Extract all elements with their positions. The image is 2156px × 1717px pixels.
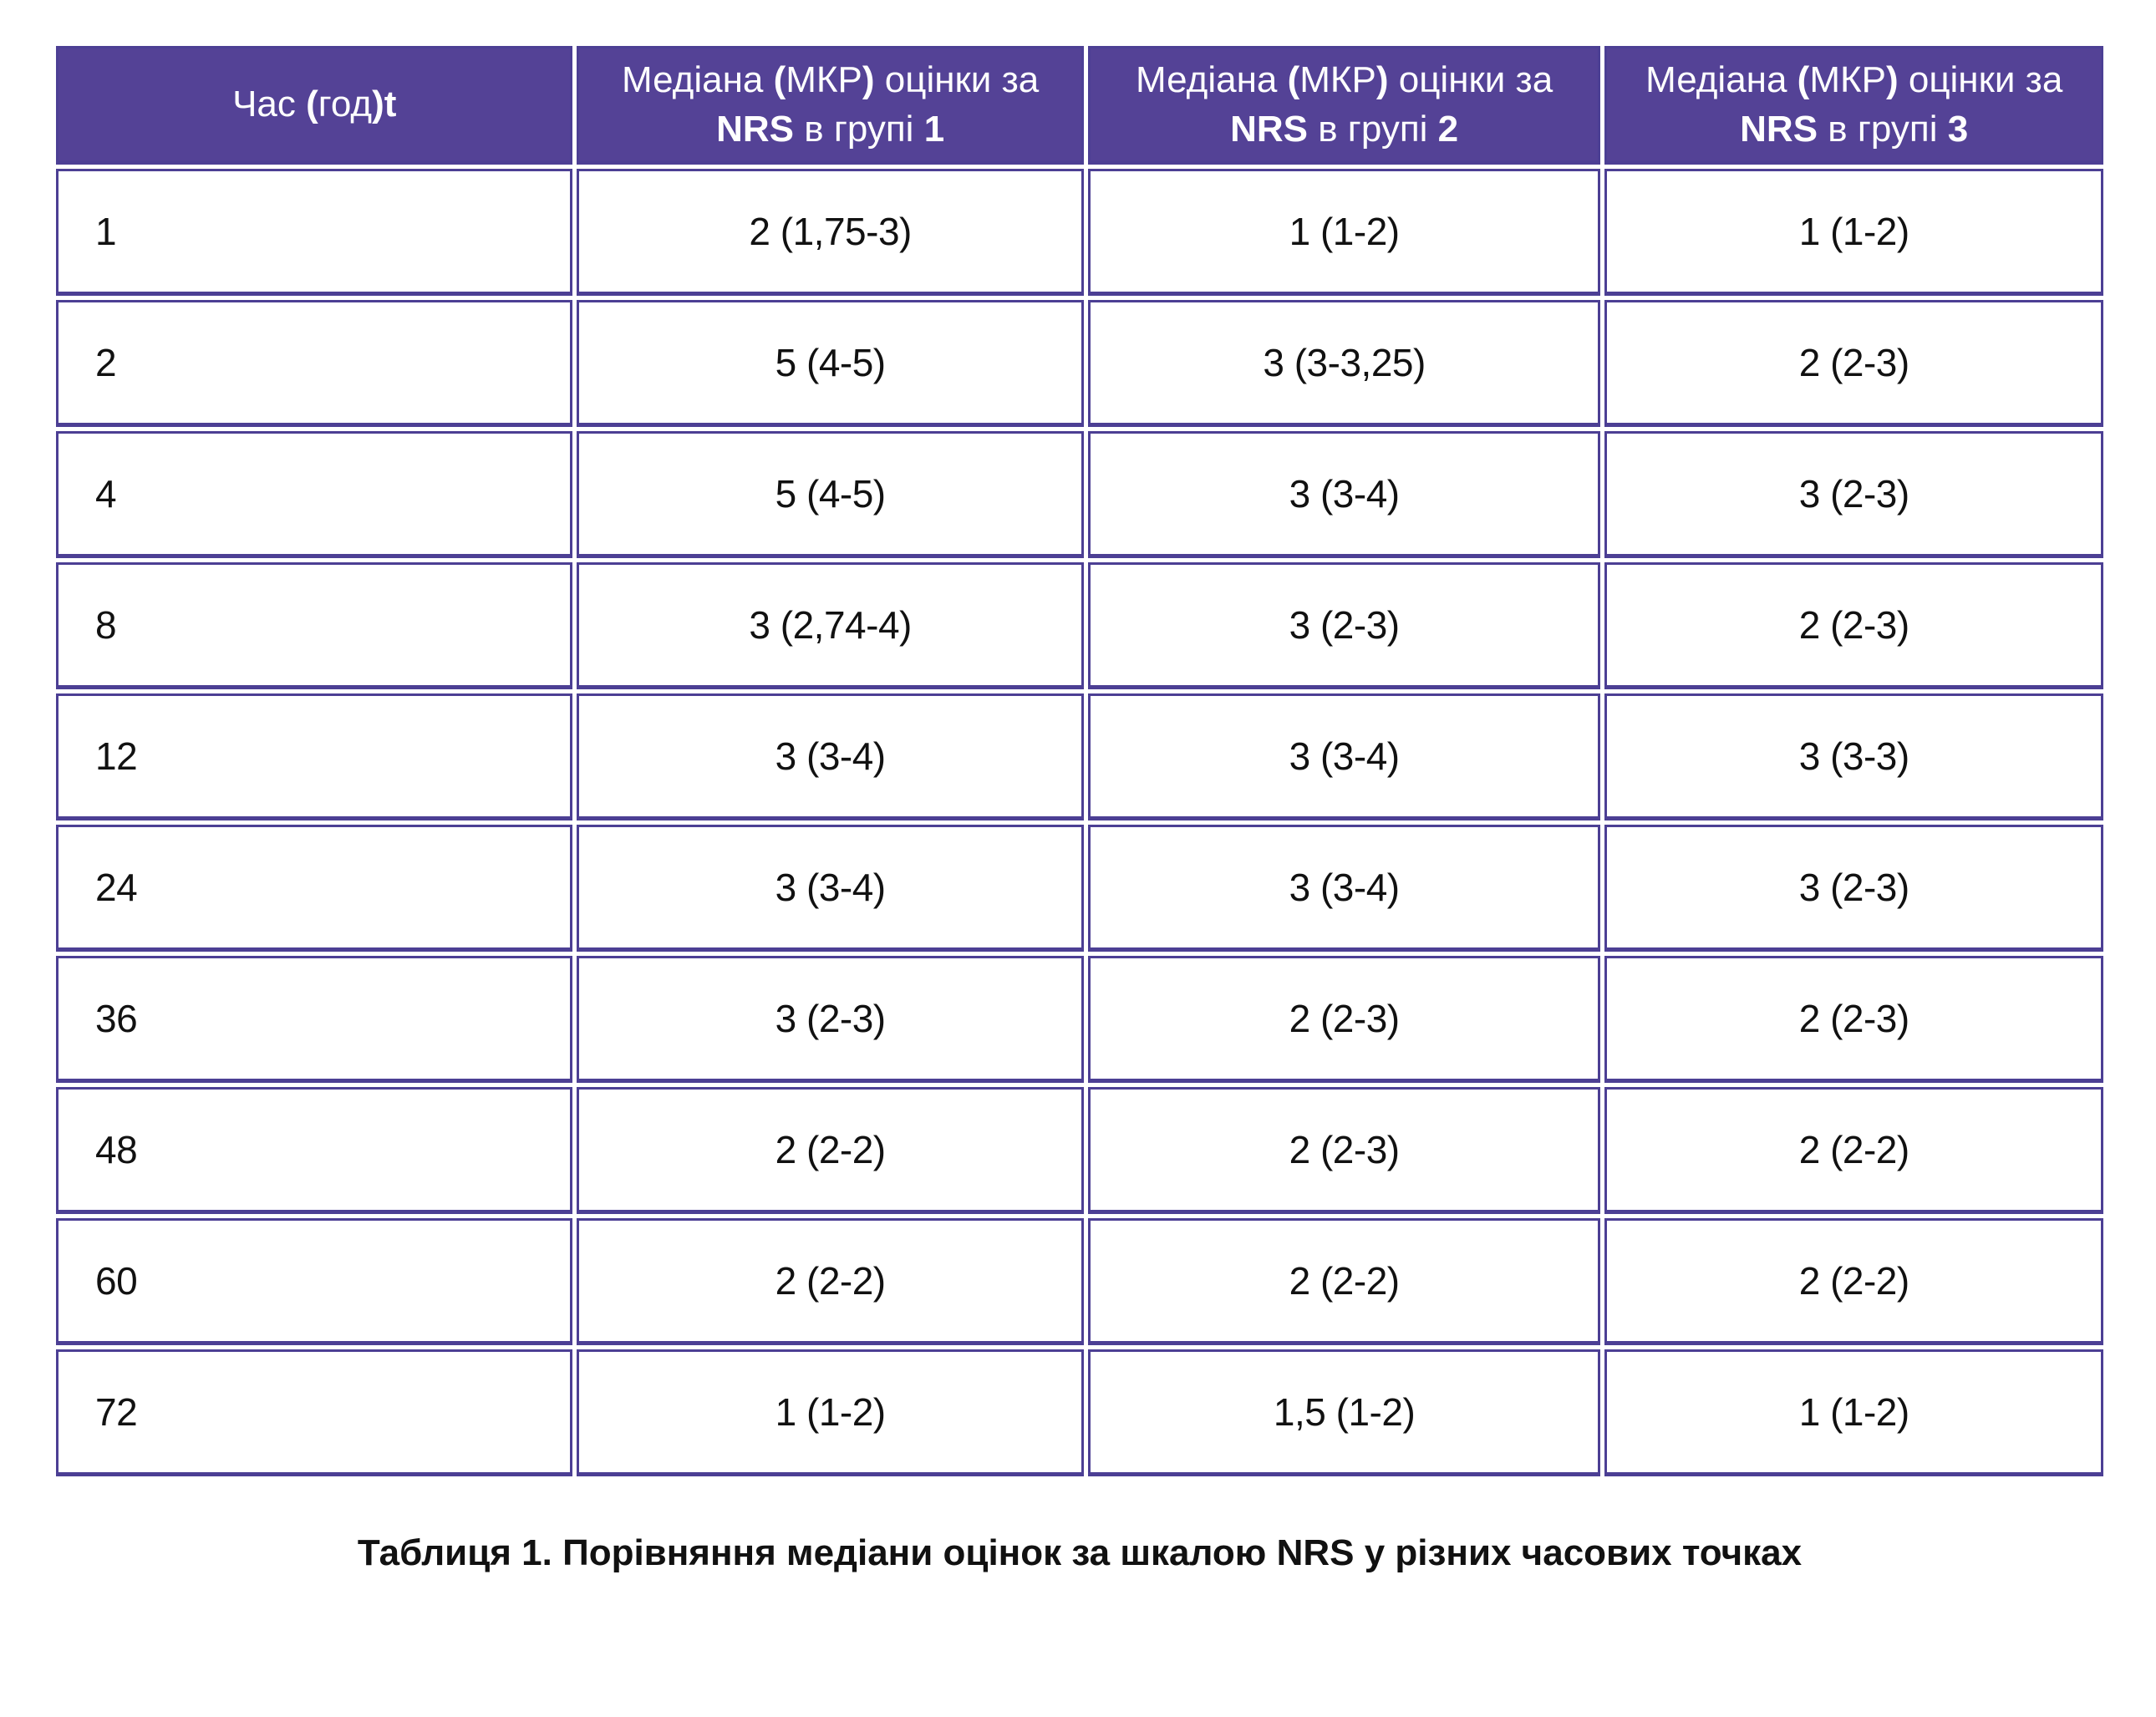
value-cell-group3: 1 (1-2)	[1604, 1349, 2103, 1476]
value-cell-group2: 1 (1-2)	[1088, 169, 1601, 296]
table-row	[56, 562, 2103, 689]
value-cell-group1: 2 (1,75-3)	[577, 169, 1083, 296]
header-text-segment: МКР	[786, 58, 862, 100]
value-cell-group2: 2 (2-3)	[1088, 1087, 1601, 1214]
time-cell: 1	[56, 169, 572, 296]
value-cell-group2: 2 (2-3)	[1088, 956, 1601, 1083]
table-row	[56, 956, 2103, 1083]
value-cell-group1: 5 (4-5)	[577, 431, 1083, 558]
value-cell-group1: 3 (3-4)	[577, 693, 1083, 820]
column-header-time	[56, 46, 572, 165]
value-cell-group2: 2 (2-2)	[1088, 1218, 1601, 1345]
header-text-segment: t	[384, 84, 397, 125]
table-body	[56, 169, 2103, 1476]
value-cell-group3: 3 (3-3)	[1604, 693, 2103, 820]
header-text-segment: (	[773, 58, 786, 100]
header-text-segment: оцінки за	[1388, 58, 1553, 100]
value-cell-group3: 2 (2-3)	[1604, 956, 2103, 1083]
value-cell-group2: 3 (2-3)	[1088, 562, 1601, 689]
nrs-median-table	[52, 42, 2108, 1481]
header-text-segment: (	[306, 84, 318, 125]
time-cell: 2	[56, 300, 572, 427]
header-line	[1099, 104, 1590, 154]
table-row	[56, 693, 2103, 820]
header-text-segment: (	[1797, 58, 1810, 100]
value-cell-group1: 2 (2-2)	[577, 1087, 1083, 1214]
header-text-segment: Медіана	[622, 58, 774, 100]
value-cell-group1: 3 (2,74-4)	[577, 562, 1083, 689]
time-cell: 4	[56, 431, 572, 558]
table-row	[56, 431, 2103, 558]
value-cell-group3: 2 (2-3)	[1604, 300, 2103, 427]
column-header-group3	[1604, 46, 2103, 165]
header-text-segment: Медіана	[1136, 58, 1288, 100]
header-text-segment: оцінки за	[874, 58, 1040, 100]
header-text-segment: )	[1885, 58, 1899, 100]
table-row	[56, 169, 2103, 296]
table-row	[56, 1087, 2103, 1214]
value-cell-group3: 1 (1-2)	[1604, 169, 2103, 296]
table-row	[56, 825, 2103, 952]
header-line	[67, 79, 562, 129]
value-cell-group1: 3 (3-4)	[577, 825, 1083, 952]
header-text-segment: )	[1375, 58, 1389, 100]
header-text-segment: NRS	[1740, 109, 1818, 150]
value-cell-group2: 1,5 (1-2)	[1088, 1349, 1601, 1476]
header-line	[587, 104, 1072, 154]
column-header-group2	[1088, 46, 1601, 165]
value-cell-group1: 2 (2-2)	[577, 1218, 1083, 1345]
header-text-segment: год	[318, 84, 373, 125]
table-row	[56, 1349, 2103, 1476]
value-cell-group2: 3 (3-4)	[1088, 825, 1601, 952]
header-text-segment: 1	[923, 109, 945, 150]
header-line	[1615, 55, 2092, 104]
header-line	[587, 55, 1072, 104]
header-line	[1099, 55, 1590, 104]
table-header	[56, 46, 2103, 165]
time-cell: 12	[56, 693, 572, 820]
value-cell-group1: 5 (4-5)	[577, 300, 1083, 427]
value-cell-group3: 2 (2-3)	[1604, 562, 2103, 689]
header-text-segment: оцінки за	[1898, 58, 2063, 100]
time-cell: 36	[56, 956, 572, 1083]
time-cell: 24	[56, 825, 572, 952]
table-caption: Таблиця 1. Порівняння медіани оцінок за шкалою NRS у різних часових точках	[357, 1532, 1803, 1573]
header-text-segment: МКР	[1299, 58, 1376, 100]
value-cell-group3: 2 (2-2)	[1604, 1218, 2103, 1345]
time-cell: 8	[56, 562, 572, 689]
column-header-group1	[577, 46, 1083, 165]
value-cell-group3: 3 (2-3)	[1604, 431, 2103, 558]
header-text-segment: в групі	[1818, 109, 1948, 150]
value-cell-group2: 3 (3-3,25)	[1088, 300, 1601, 427]
time-cell: 60	[56, 1218, 572, 1345]
value-cell-group1: 1 (1-2)	[577, 1349, 1083, 1476]
header-text-segment: Медіана	[1645, 58, 1798, 100]
header-text-segment: Час	[232, 84, 307, 125]
header-text-segment: (	[1287, 58, 1300, 100]
value-cell-group3: 3 (2-3)	[1604, 825, 2103, 952]
value-cell-group1: 3 (2-3)	[577, 956, 1083, 1083]
header-text-segment: NRS	[1230, 109, 1308, 150]
header-text-segment: 3	[1947, 109, 1969, 150]
value-cell-group3: 2 (2-2)	[1604, 1087, 2103, 1214]
table-row	[56, 1218, 2103, 1345]
value-cell-group2: 3 (3-4)	[1088, 693, 1601, 820]
value-cell-group2: 3 (3-4)	[1088, 431, 1601, 558]
header-row	[56, 46, 2103, 165]
header-text-segment: 2	[1437, 109, 1459, 150]
header-text-segment: в групі	[1307, 109, 1438, 150]
time-cell: 72	[56, 1349, 572, 1476]
header-text-segment: )	[862, 58, 875, 100]
time-cell: 48	[56, 1087, 572, 1214]
header-text-segment: в групі	[794, 109, 924, 150]
header-text-segment: МКР	[1809, 58, 1886, 100]
header-text-segment: )	[372, 84, 384, 125]
header-line	[1615, 104, 2092, 154]
table-row	[56, 300, 2103, 427]
header-text-segment: NRS	[716, 109, 794, 150]
